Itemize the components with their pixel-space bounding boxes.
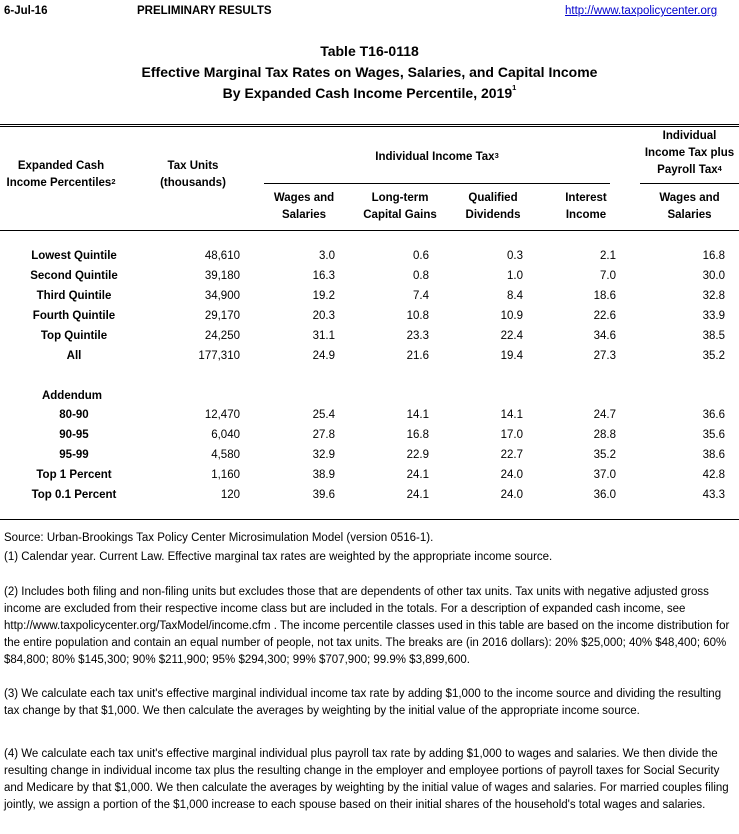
cell-ltcg: 21.6 [406, 350, 429, 362]
cell-wages: 32.9 [312, 449, 335, 461]
cell-units: 24,250 [204, 330, 240, 342]
cell-wages: 25.4 [312, 409, 335, 421]
cell-units: 120 [220, 489, 240, 501]
cell-payroll_wages: 35.2 [702, 350, 725, 362]
payroll-group-rule [640, 183, 739, 184]
tpc-link[interactable]: http://www.taxpolicycenter.org [565, 5, 718, 17]
row-label: Third Quintile [36, 290, 112, 302]
cell-wages: 24.9 [312, 350, 335, 362]
note-1: (1) Calendar year. Current Law. Effective marginal tax rates are weighted by the appropriate income source. [4, 551, 553, 563]
cell-payroll_wages: 36.6 [702, 409, 725, 421]
cell-qd: 8.4 [507, 290, 523, 302]
cell-wages: 38.9 [312, 469, 335, 481]
cell-payroll_wages: 32.8 [702, 290, 725, 302]
cell-units: 12,470 [204, 409, 240, 421]
cell-interest: 36.0 [593, 489, 616, 501]
payroll-wages-col-header: Wages and Salaries [659, 192, 720, 221]
cell-qd: 24.0 [500, 469, 523, 481]
units-col-header: Tax Units (thousands) [160, 160, 226, 189]
cell-payroll_wages: 42.8 [702, 469, 725, 481]
cell-payroll_wages: 35.6 [702, 429, 725, 441]
cell-ltcg: 7.4 [413, 290, 429, 302]
row-label: Top Quintile [40, 330, 108, 342]
addendum-label: Addendum [41, 390, 103, 402]
cell-units: 34,900 [204, 290, 240, 302]
table-title: Effective Marginal Tax Rates on Wages, Salaries, and Capital Income [141, 64, 598, 80]
cell-units: 29,170 [204, 310, 240, 322]
row-label: All [66, 350, 82, 362]
ltcg-col-header: Long-term Capital Gains [363, 192, 437, 221]
cell-qd: 14.1 [500, 409, 523, 421]
cell-ltcg: 0.8 [413, 270, 429, 282]
top-rule-2 [0, 126, 739, 127]
cell-interest: 22.6 [593, 310, 616, 322]
cell-units: 1,160 [211, 469, 240, 481]
cell-wages: 16.3 [312, 270, 335, 282]
cell-wages: 39.6 [312, 489, 335, 501]
cell-qd: 17.0 [500, 429, 523, 441]
note-3: (3) We calculate each tax unit's effective marginal individual income tax rate by adding $1,000 to the income source and dividing the resulting tax change by that $1,000. We then calculate the averages by weighting by the initial value of the appropriate income source. [4, 688, 722, 717]
row-label: Fourth Quintile [32, 310, 116, 322]
cell-ltcg: 0.6 [413, 250, 429, 262]
cell-wages: 19.2 [312, 290, 335, 302]
cell-payroll_wages: 38.5 [702, 330, 725, 342]
percentile-col-header: Expanded Cash Income Percentiles$^2$ [6, 160, 116, 189]
qd-col-header: Qualified Dividends [465, 192, 521, 221]
source-note: Source: Urban-Brookings Tax Policy Center Microsimulation Model (version 0516-1). [4, 532, 434, 544]
row-label: Top 1 Percent [36, 469, 112, 481]
cell-payroll_wages: 16.8 [702, 250, 725, 262]
table-number: Table T16-0118 [320, 43, 419, 59]
cell-units: 4,580 [211, 449, 240, 461]
cell-wages: 27.8 [312, 429, 335, 441]
top-rule [0, 124, 739, 125]
cell-qd: 1.0 [507, 270, 523, 282]
cell-qd: 22.4 [500, 330, 523, 342]
wages-col-header: Wages and Salaries [273, 192, 335, 221]
cell-units: 6,040 [211, 429, 240, 441]
row-label: Top 0.1 Percent [31, 489, 117, 501]
cell-units: 39,180 [204, 270, 240, 282]
cell-qd: 0.3 [507, 250, 523, 262]
iit-group-rule [264, 183, 610, 184]
cell-qd: 22.7 [500, 449, 523, 461]
cell-ltcg: 16.8 [406, 429, 429, 441]
cell-ltcg: 23.3 [406, 330, 429, 342]
cell-interest: 35.2 [593, 449, 616, 461]
cell-payroll_wages: 33.9 [702, 310, 725, 322]
table-bottom-rule [0, 519, 739, 520]
cell-ltcg: 24.1 [406, 489, 429, 501]
cell-ltcg: 22.9 [406, 449, 429, 461]
report-date: 6-Jul-16 [4, 5, 48, 17]
cell-payroll_wages: 43.3 [702, 489, 725, 501]
payroll-group-header: Individual Income Tax plus Payroll Tax$^4$ [644, 130, 735, 176]
cell-payroll_wages: 38.6 [702, 449, 725, 461]
cell-wages: 20.3 [312, 310, 335, 322]
row-label: 90-95 [59, 429, 89, 441]
cell-payroll_wages: 30.0 [702, 270, 725, 282]
cell-interest: 37.0 [593, 469, 616, 481]
row-label: 95-99 [59, 449, 89, 461]
cell-ltcg: 14.1 [406, 409, 429, 421]
cell-wages: 31.1 [312, 330, 335, 342]
note-2: (2) Includes both filing and non-filing units but excludes those that are dependents of other tax units. Tax units with negative adjusted gross income are excluded from their respective income class but are included in the totals. For a description of expanded cash income, see http://www.taxpolicycenter.org/TaxModel/income.cfm . The income percentile classes used in this table are based on the income distribution for the entire population and contain an equal number of people, not tax units. The breaks are (in 2016 dollars): 20% $25,000; 40% $48,400; 60% $84,800; 80% $145,300; 90% $211,900; 95% $294,300; 99% $707,900; 99.9% $3,899,600. [4, 586, 730, 666]
cell-interest: 2.1 [600, 250, 616, 262]
cell-interest: 18.6 [593, 290, 616, 302]
cell-interest: 27.3 [593, 350, 616, 362]
note-4: (4) We calculate each tax unit's effective marginal individual plus payroll tax rate by adding $1,000 to wages and salaries. We then divide the resulting change in individual income tax plus the resulting change in the employer and employee portions of payroll taxes for Social Security and Medicare by that $1,000. We then calculate the averages by weighting by the initial value of wages and salaries. For married couples filing jointly, we assign a portion of the $1,000 increase to each spouse based on their initial shares of the household's total wages and salaries. [4, 748, 729, 811]
cell-qd: 19.4 [500, 350, 523, 362]
row-label: Second Quintile [30, 270, 118, 282]
cell-qd: 24.0 [500, 489, 523, 501]
cell-interest: 28.8 [593, 429, 616, 441]
cell-interest: 24.7 [593, 409, 616, 421]
cell-interest: 34.6 [593, 330, 616, 342]
cell-units: 48,610 [204, 250, 240, 262]
cell-ltcg: 24.1 [406, 469, 429, 481]
row-label: 80-90 [59, 409, 89, 421]
cell-wages: 3.0 [319, 250, 335, 262]
cell-qd: 10.9 [500, 310, 523, 322]
header-bottom-rule [0, 230, 739, 231]
cell-units: 177,310 [198, 350, 240, 362]
table-subtitle: By Expanded Cash Income Percentile, 2019$^1$ [222, 83, 517, 101]
status-label: PRELIMINARY RESULTS [137, 5, 272, 17]
cell-interest: 7.0 [600, 270, 616, 282]
row-label: Lowest Quintile [31, 250, 117, 262]
iit-group-header: Individual Income Tax$^3$ [375, 151, 499, 163]
cell-ltcg: 10.8 [406, 310, 429, 322]
interest-col-header: Interest Income [565, 192, 607, 221]
